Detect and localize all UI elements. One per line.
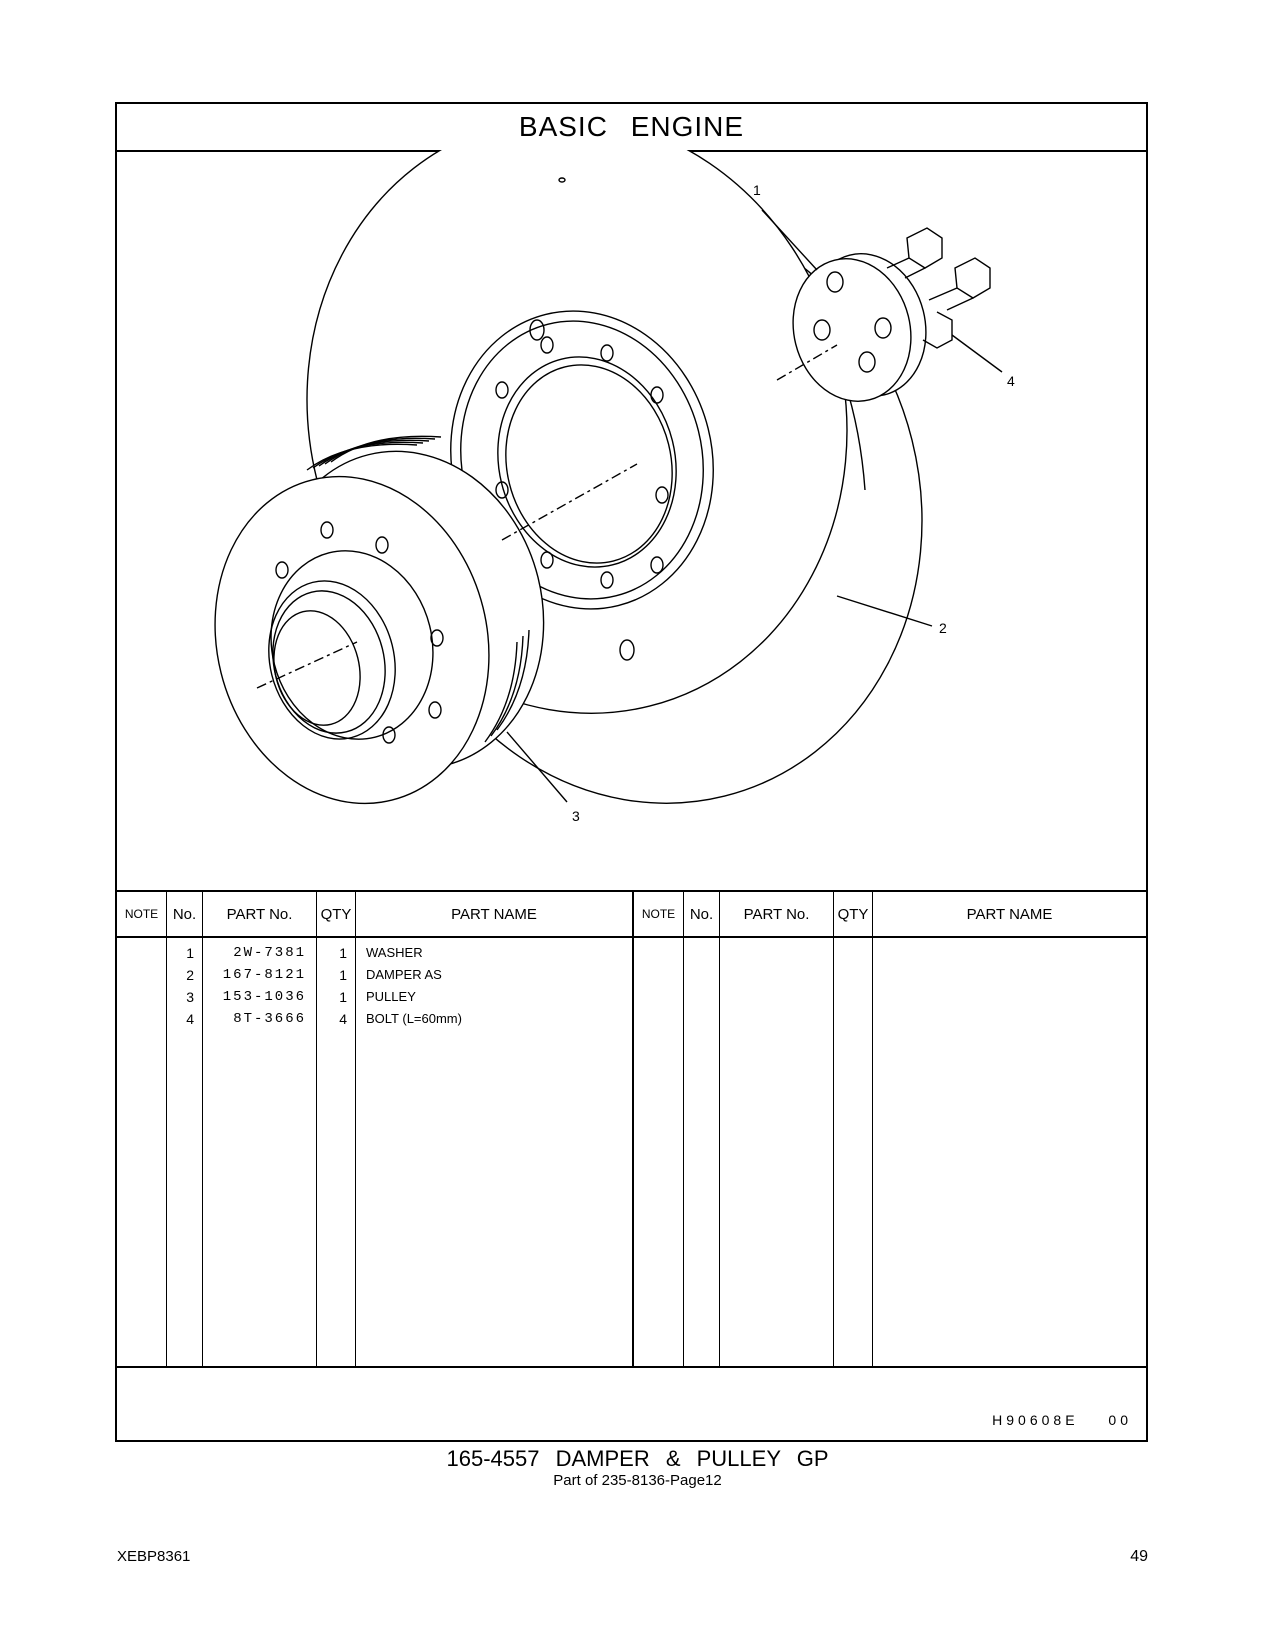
qty-column-right xyxy=(834,892,873,1368)
callout-4: 4 xyxy=(1007,373,1015,389)
row-part-name: DAMPER AS xyxy=(366,967,442,982)
callout-2: 2 xyxy=(939,620,947,636)
damper-pulley-illustration xyxy=(117,150,1146,890)
row-part-no: 153-1036 xyxy=(222,989,306,1005)
no-column-right xyxy=(684,892,720,1368)
row-no: 2 xyxy=(186,967,194,983)
no-header: No. xyxy=(167,892,202,938)
row-no: 1 xyxy=(186,945,194,961)
part-no-column xyxy=(203,892,317,1368)
no-column xyxy=(167,892,203,1368)
qty-header: QTY xyxy=(317,892,355,938)
row-part-no: 8T-3666 xyxy=(233,1011,306,1027)
row-no: 4 xyxy=(186,1011,194,1027)
note-header: NOTE xyxy=(117,892,166,938)
callout-1: 1 xyxy=(753,182,761,198)
exploded-view-drawing xyxy=(117,150,1146,890)
row-part-name: BOLT (L=60mm) xyxy=(366,1011,462,1026)
group-title: 165-4557 DAMPER & PULLEY GP xyxy=(446,1446,829,1471)
row-qty: 1 xyxy=(339,967,347,983)
row-no: 3 xyxy=(186,989,194,1005)
no-header-right: No. xyxy=(684,892,719,938)
row-part-no: 2W-7381 xyxy=(233,945,306,961)
part-name-column xyxy=(356,892,632,1368)
row-part-no: 167-8121 xyxy=(222,967,306,983)
row-qty: 4 xyxy=(339,1011,347,1027)
part-no-header-right: PART No. xyxy=(720,892,833,938)
note-column-right xyxy=(634,892,684,1368)
part-no-header: PART No. xyxy=(203,892,316,938)
row-qty: 1 xyxy=(339,989,347,1005)
parts-table-right xyxy=(634,892,1146,1368)
part-name-column-right xyxy=(873,892,1146,1368)
note-column xyxy=(117,892,167,1368)
leader-line-4 xyxy=(952,335,1002,372)
page-number: 49 xyxy=(1130,1548,1148,1565)
part-name-header-right: PART NAME xyxy=(873,892,1146,938)
qty-column xyxy=(317,892,356,1368)
parts-table-left xyxy=(117,892,634,1368)
note-header-right: NOTE xyxy=(634,892,683,938)
qty-header-right: QTY xyxy=(834,892,872,938)
row-part-name: PULLEY xyxy=(366,989,416,1004)
parts-table xyxy=(117,890,1146,1368)
callout-3: 3 xyxy=(572,808,580,824)
row-part-name: WASHER xyxy=(366,945,423,960)
part-no-column-right xyxy=(720,892,834,1368)
illustration-footer xyxy=(117,1366,1146,1442)
page-title: BASIC ENGINE xyxy=(117,104,1146,152)
part-name-header: PART NAME xyxy=(356,892,632,938)
row-qty: 1 xyxy=(339,945,347,961)
group-subtitle: Part of 235-8136-Page12 xyxy=(553,1472,722,1489)
illustration-code: H90608E 00 xyxy=(992,1412,1132,1428)
catalog-frame xyxy=(115,102,1148,1442)
document-id: XEBP8361 xyxy=(117,1548,191,1565)
